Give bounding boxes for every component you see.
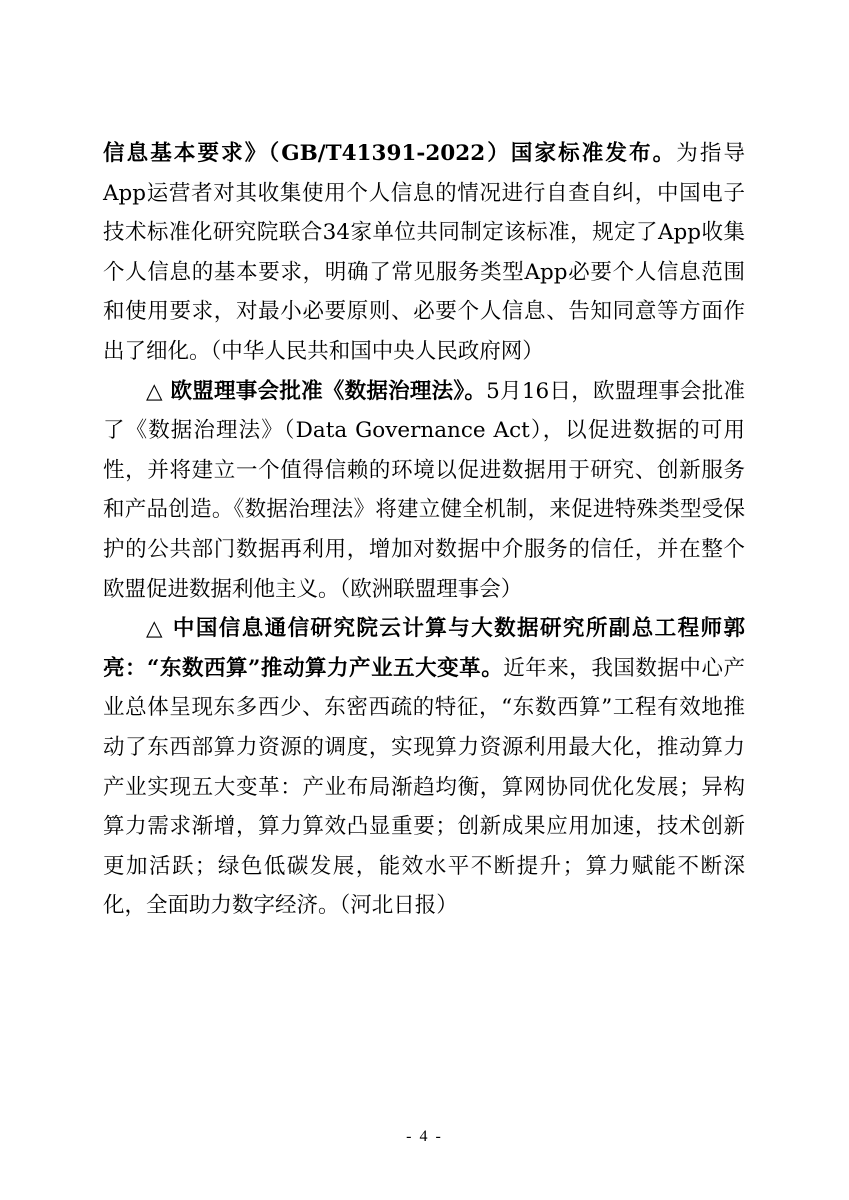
paragraph-heading: 信息基本要求》（GB/T41391-2022）国家标准发布。 — [103, 141, 677, 166]
paragraph-text: 近年来，我国数据中心产业总体呈现东多西少、东密西疏的特征，“东数西算”工程有效地推动了东西部算力资源的调度，实现算力资源利用最大化，推动算力产业实现五大变革：产业布局渐趋均衡，算网协同优化发展；异构算力需求渐增，算力算效凸显重要；创新成果应用加速，技术创新更加活跃；绿色低碳发展，能效水平不断提升；算力赋能不断深化，全面助力数字经济。（河北日报） — [103, 655, 745, 919]
paragraph-eu-data-governance — [103, 372, 745, 610]
paragraph-heading: △ 中国信息通信研究院云计算与大数据研究所副总工程师郭亮：“东数西算”推动算力产业五大变革。 — [103, 616, 745, 681]
paragraph-text: 5月16日，欧盟理事会批准了《数据治理法》（Data Governance Act），以促进数据的可用性，并将建立一个值得信赖的环境以促进数据用于研究、创新服务和产品创造。《数据治理法》将建立健全机制，来促进特殊类型受保护的公共部门数据再利用，增加对数据中介服务的信任，并在整个欧盟促进数据利他主义。（欧洲联盟理事会） — [103, 378, 745, 602]
paragraph-app-standard — [103, 134, 745, 372]
page-number: - 4 - — [406, 1128, 443, 1145]
paragraph-text: 为指导App运营者对其收集使用个人信息的情况进行自查自纠，中国电子技术标准化研究院联合34家单位共同制定该标准，规定了App收集个人信息的基本要求，明确了常见服务类型App必要个人信息范围和使用要求，对最小必要原则、必要个人信息、告知同意等方面作出了细化。（中华人民共和国中央人民政府网） — [103, 141, 745, 364]
paragraph-heading: △ 欧盟理事会批准《数据治理法》。 — [146, 378, 487, 404]
paragraph-east-data-west-computing — [103, 609, 745, 926]
document-body — [103, 134, 745, 926]
